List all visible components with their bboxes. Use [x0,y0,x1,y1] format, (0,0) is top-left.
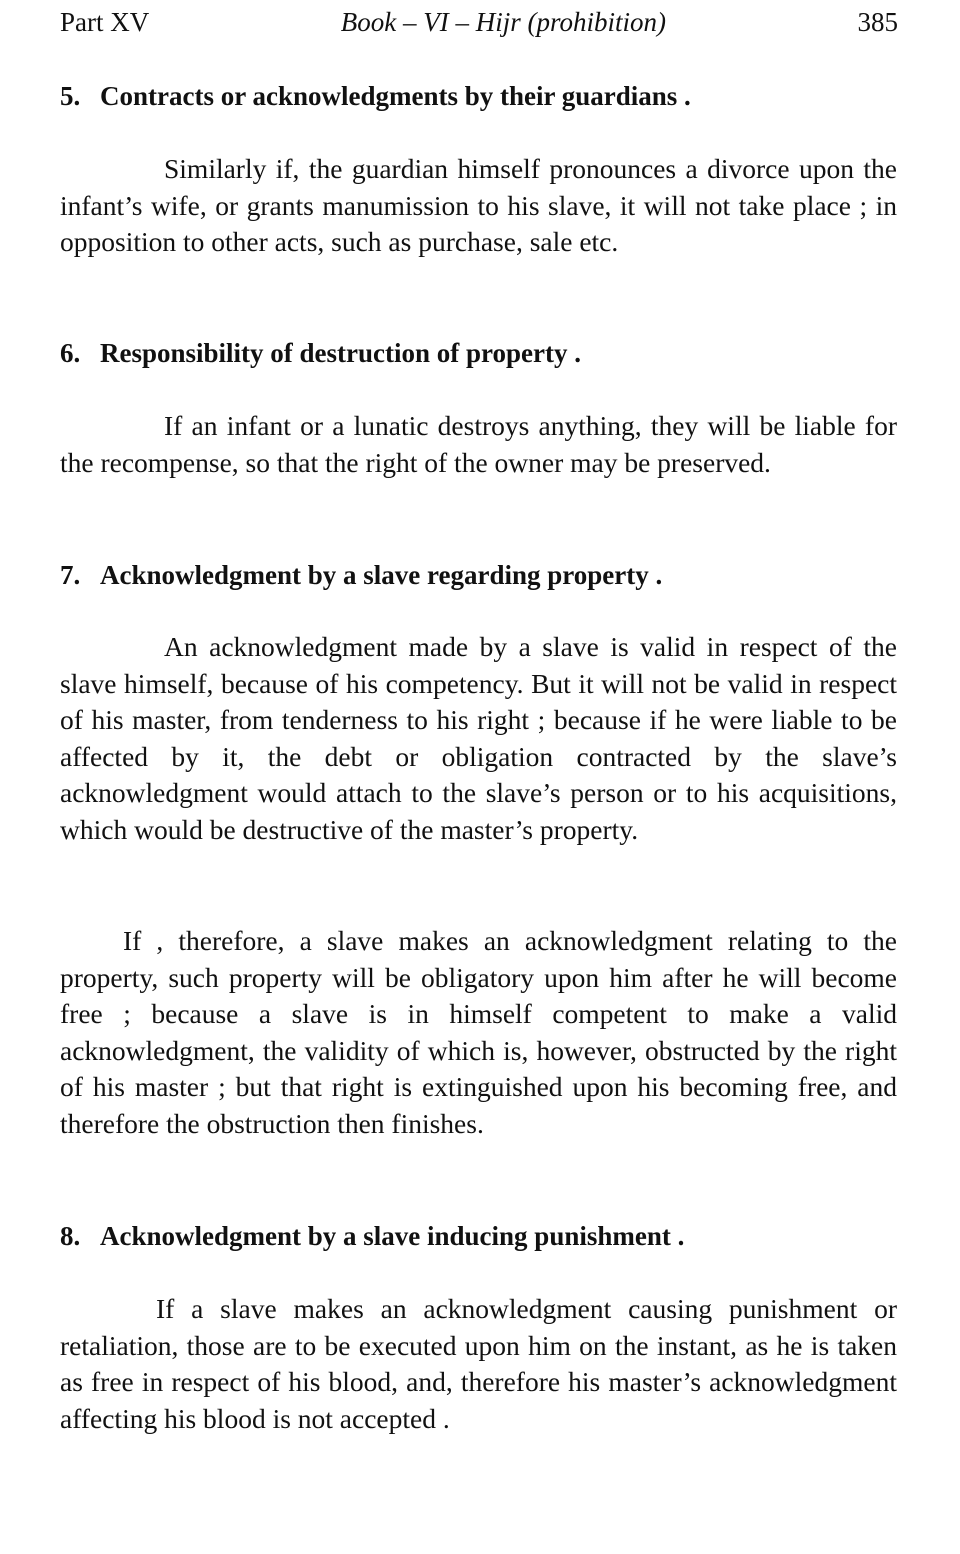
section-heading [60,78,897,114]
section-5-heading [60,78,897,114]
section-6-paragraph-1: If an infant or a lunatic destroys anything, they will be liable for the recompense, so that the right of the owner may be preserved. [60,410,897,478]
section-heading [60,557,897,593]
page-number: 385 [857,6,898,37]
section-number: 5. [60,81,81,111]
section-8-paragraph-1: If a slave makes an acknowledgment causing punishment or retaliation, those are to be executed upon him on the instant, as he is taken as free in respect of his blood, and, therefore his master’s acknowledgment affecting his blood is not accepted . [60,1293,897,1434]
section-7-heading [60,557,897,593]
section-heading [60,335,897,371]
section-8-heading [60,1218,897,1254]
running-header [60,2,898,42]
section-title: Acknowledgment by a slave regarding property . [100,560,663,590]
section-number: 8. [60,1221,81,1251]
section-title: Acknowledgment by a slave inducing punishment . [100,1221,685,1251]
section-title: Contracts or acknowledgments by their guardians . [100,81,691,111]
part-label: Part XV [60,6,150,37]
section-title: Responsibility of destruction of property . [100,338,582,368]
section-7-paragraph-2: If , therefore, a slave makes an acknowledgment relating to the property, such property will be obligatory upon him after he will become free ; because a slave is in himself competent to make a valid acknowledgment, the validity of which is, however, obstructed by the right of his master ; but that right is extinguished upon his becoming free, and therefore the obstruction then finishes. [60,925,897,1139]
section-5-paragraph-1: Similarly if, the guardian himself pronounces a divorce upon the infant’s wife, or grants manumission to his slave, it will not take place ; in opposition to other acts, such as purchase, sale etc. [60,153,897,258]
section-heading [60,1218,897,1254]
section-number: 6. [60,338,81,368]
section-6-heading [60,335,897,371]
book-title: Book – VI – Hijr (prohibition) [340,6,666,37]
section-number: 7. [60,560,81,590]
section-7-paragraph-1: An acknowledgment made by a slave is valid in respect of the slave himself, because of his competency. But it will not be valid in respect of his master, from tenderness to his right ; because if he were liable to be affected by it, the debt or obligation contracted by the slave’s acknowledgment would attach to the slave’s person or to his acquisitions, which would be destructive of the master’s property. [60,631,897,845]
